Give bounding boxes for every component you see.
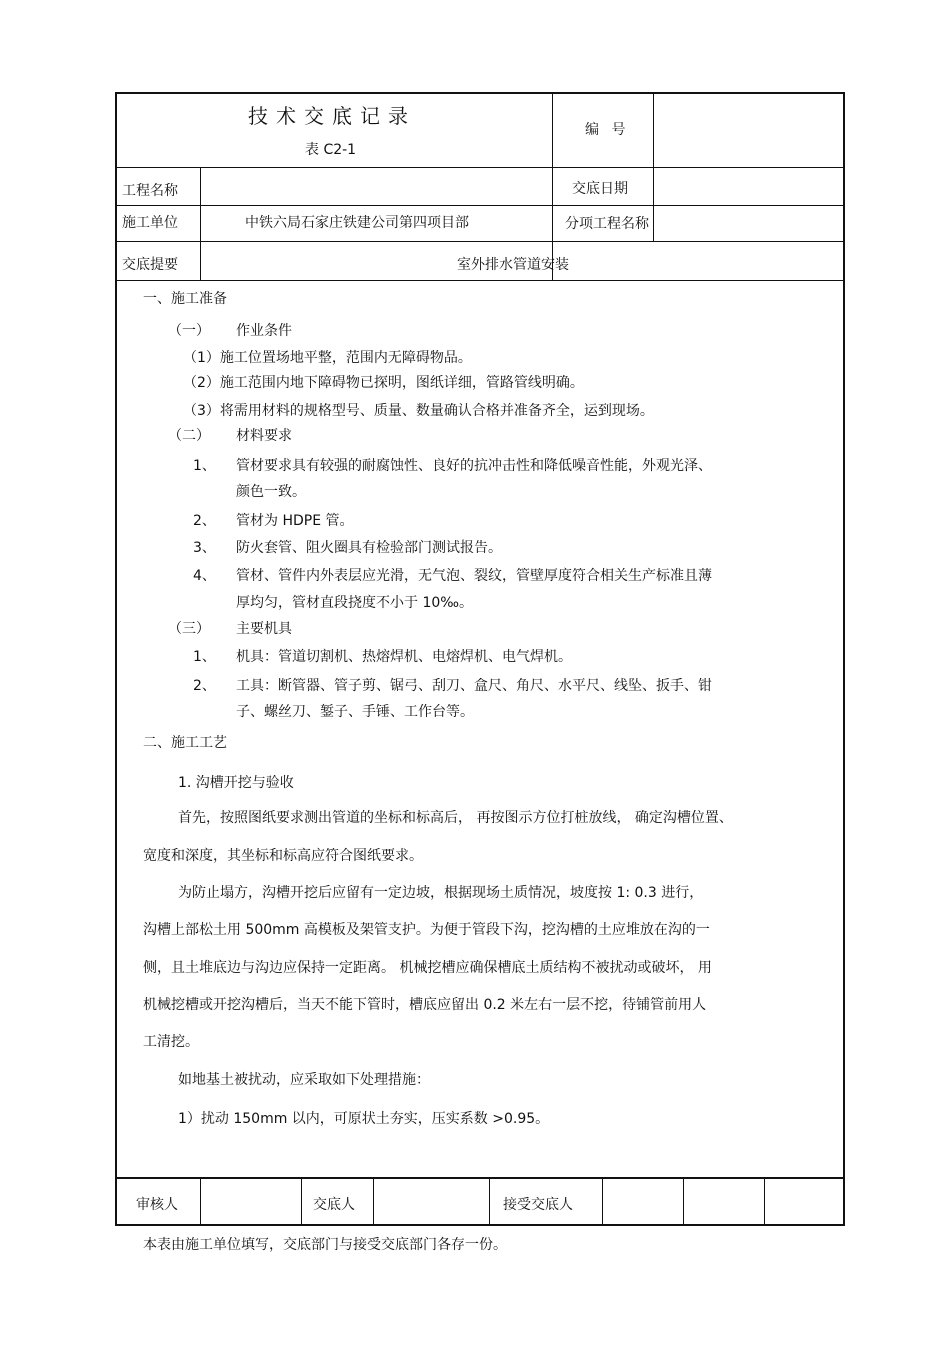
subitem-label: 分项工程名称 [565, 216, 649, 232]
paragraph-line: 1）扰动 150mm 以内，可原状土夯实，压实系数 >0.95。 [178, 1111, 550, 1127]
receiver-cell-2[interactable] [687, 1182, 761, 1222]
paragraph-line: 侧，且土堆底边与沟边应保持一定距离。 机械挖槽应确保槽底土质结构不被扰动或破坏， 用 [143, 960, 712, 976]
section-1-title: 一、施工准备 [143, 291, 227, 307]
list-item-cont: 颜色一致。 [236, 484, 306, 500]
list-item-num: 3、 [193, 540, 216, 556]
subitem-value[interactable] [660, 213, 840, 231]
list-item: （3）将需用材料的规格型号、质量、数量确认合格并准备齐全，运到现场。 [183, 403, 654, 419]
paragraph-line: 沟槽上部松土用 500mm 高模板及架管支护。为便于管段下沟，挖沟槽的土应堆放在沟的一 [143, 922, 710, 938]
form-code: 表 C2-1 [305, 142, 357, 158]
section-2-title: 二、施工工艺 [143, 735, 227, 751]
date-label: 交底日期 [572, 181, 628, 197]
receiver-cell-1[interactable] [606, 1182, 680, 1222]
date-value[interactable] [660, 178, 840, 196]
reviewer-value[interactable] [206, 1190, 296, 1212]
list-item-num: 2、 [193, 513, 216, 529]
paragraph-line: 工清挖。 [143, 1034, 199, 1050]
paragraph-line: 机械挖槽或开挖沟槽后，当天不能下管时，槽底应留出 0.2 米左右一层不挖，待铺管前用人 [143, 997, 707, 1013]
unit-label: 施工单位 [122, 215, 178, 231]
list-item-cont: 厚均匀，管材直段挠度不小于 10‰。 [236, 595, 474, 611]
summary-label: 交底提要 [122, 257, 178, 273]
paragraph-line: 为防止塌方，沟槽开挖后应留有一定边坡，根据现场土质情况，坡度按 1: 0.3 进行， [178, 885, 704, 901]
unit-value: 中铁六局石家庄铁建公司第四项目部 [245, 215, 469, 231]
paragraph-line: 宽度和深度，其坐标和标高应符合图纸要求。 [143, 848, 423, 864]
subsection-1-1-name: 作业条件 [236, 323, 292, 339]
discloser-label: 交底人 [313, 1197, 355, 1213]
reviewer-label: 审核人 [136, 1197, 178, 1213]
summary-value: 室外排水管道安装 [457, 257, 569, 273]
list-item: 管材为 HDPE 管。 [236, 513, 354, 529]
list-item: 管材要求具有较强的耐腐蚀性、良好的抗冲击性和降低噪音性能，外观光泽、 [236, 458, 712, 474]
list-item-cont: 子、螺丝刀、錾子、手锤、工作台等。 [236, 704, 474, 720]
paragraph-line: 如地基土被扰动，应采取如下处理措施： [178, 1072, 430, 1088]
page-title: 技术交底记录 [248, 104, 416, 128]
receiver-label: 接受交底人 [503, 1197, 573, 1213]
list-item-num: 1、 [193, 649, 216, 665]
list-item: （1）施工位置场地平整，范围内无障碍物品。 [183, 350, 472, 366]
project-name-value[interactable] [206, 180, 546, 198]
subsection-1-3-name: 主要机具 [236, 621, 292, 637]
subsection-1-2-title: （二） [168, 428, 210, 444]
list-item: 机具：管道切割机、热熔焊机、电熔焊机、电气焊机。 [236, 649, 572, 665]
subsection-1-2-name: 材料要求 [236, 428, 292, 444]
subsection-1-3-title: （三） [168, 621, 210, 637]
receiver-cell-3[interactable] [768, 1182, 840, 1222]
list-item: 工具：断管器、管子剪、锯弓、刮刀、盒尺、角尺、水平尺、线坠、扳手、钳 [236, 678, 712, 694]
list-item-num: 1、 [193, 458, 216, 474]
list-item: （2）施工范围内地下障碍物已探明，图纸详细，管路管线明确。 [183, 375, 584, 391]
number-label: 编 号 [585, 122, 630, 138]
list-item-num: 4、 [193, 568, 216, 584]
number-value[interactable] [660, 119, 840, 139]
subsection-2-1-title: 1. 沟槽开挖与验收 [178, 775, 294, 791]
subsection-1-1-title: （一） [168, 323, 210, 339]
list-item: 管材、管件内外表层应光滑，无气泡、裂纹，管壁厚度符合相关生产标准且薄 [236, 568, 712, 584]
discloser-value[interactable] [378, 1190, 484, 1212]
project-name-label: 工程名称 [122, 183, 178, 199]
list-item: 防火套管、阻火圈具有检验部门测试报告。 [236, 540, 502, 556]
footer-note: 本表由施工单位填写，交底部门与接受交底部门各存一份。 [143, 1237, 507, 1253]
list-item-num: 2、 [193, 678, 216, 694]
paragraph-line: 首先，按照图纸要求测出管道的坐标和标高后， 再按图示方位打桩放线， 确定沟槽位置、 [178, 810, 733, 826]
